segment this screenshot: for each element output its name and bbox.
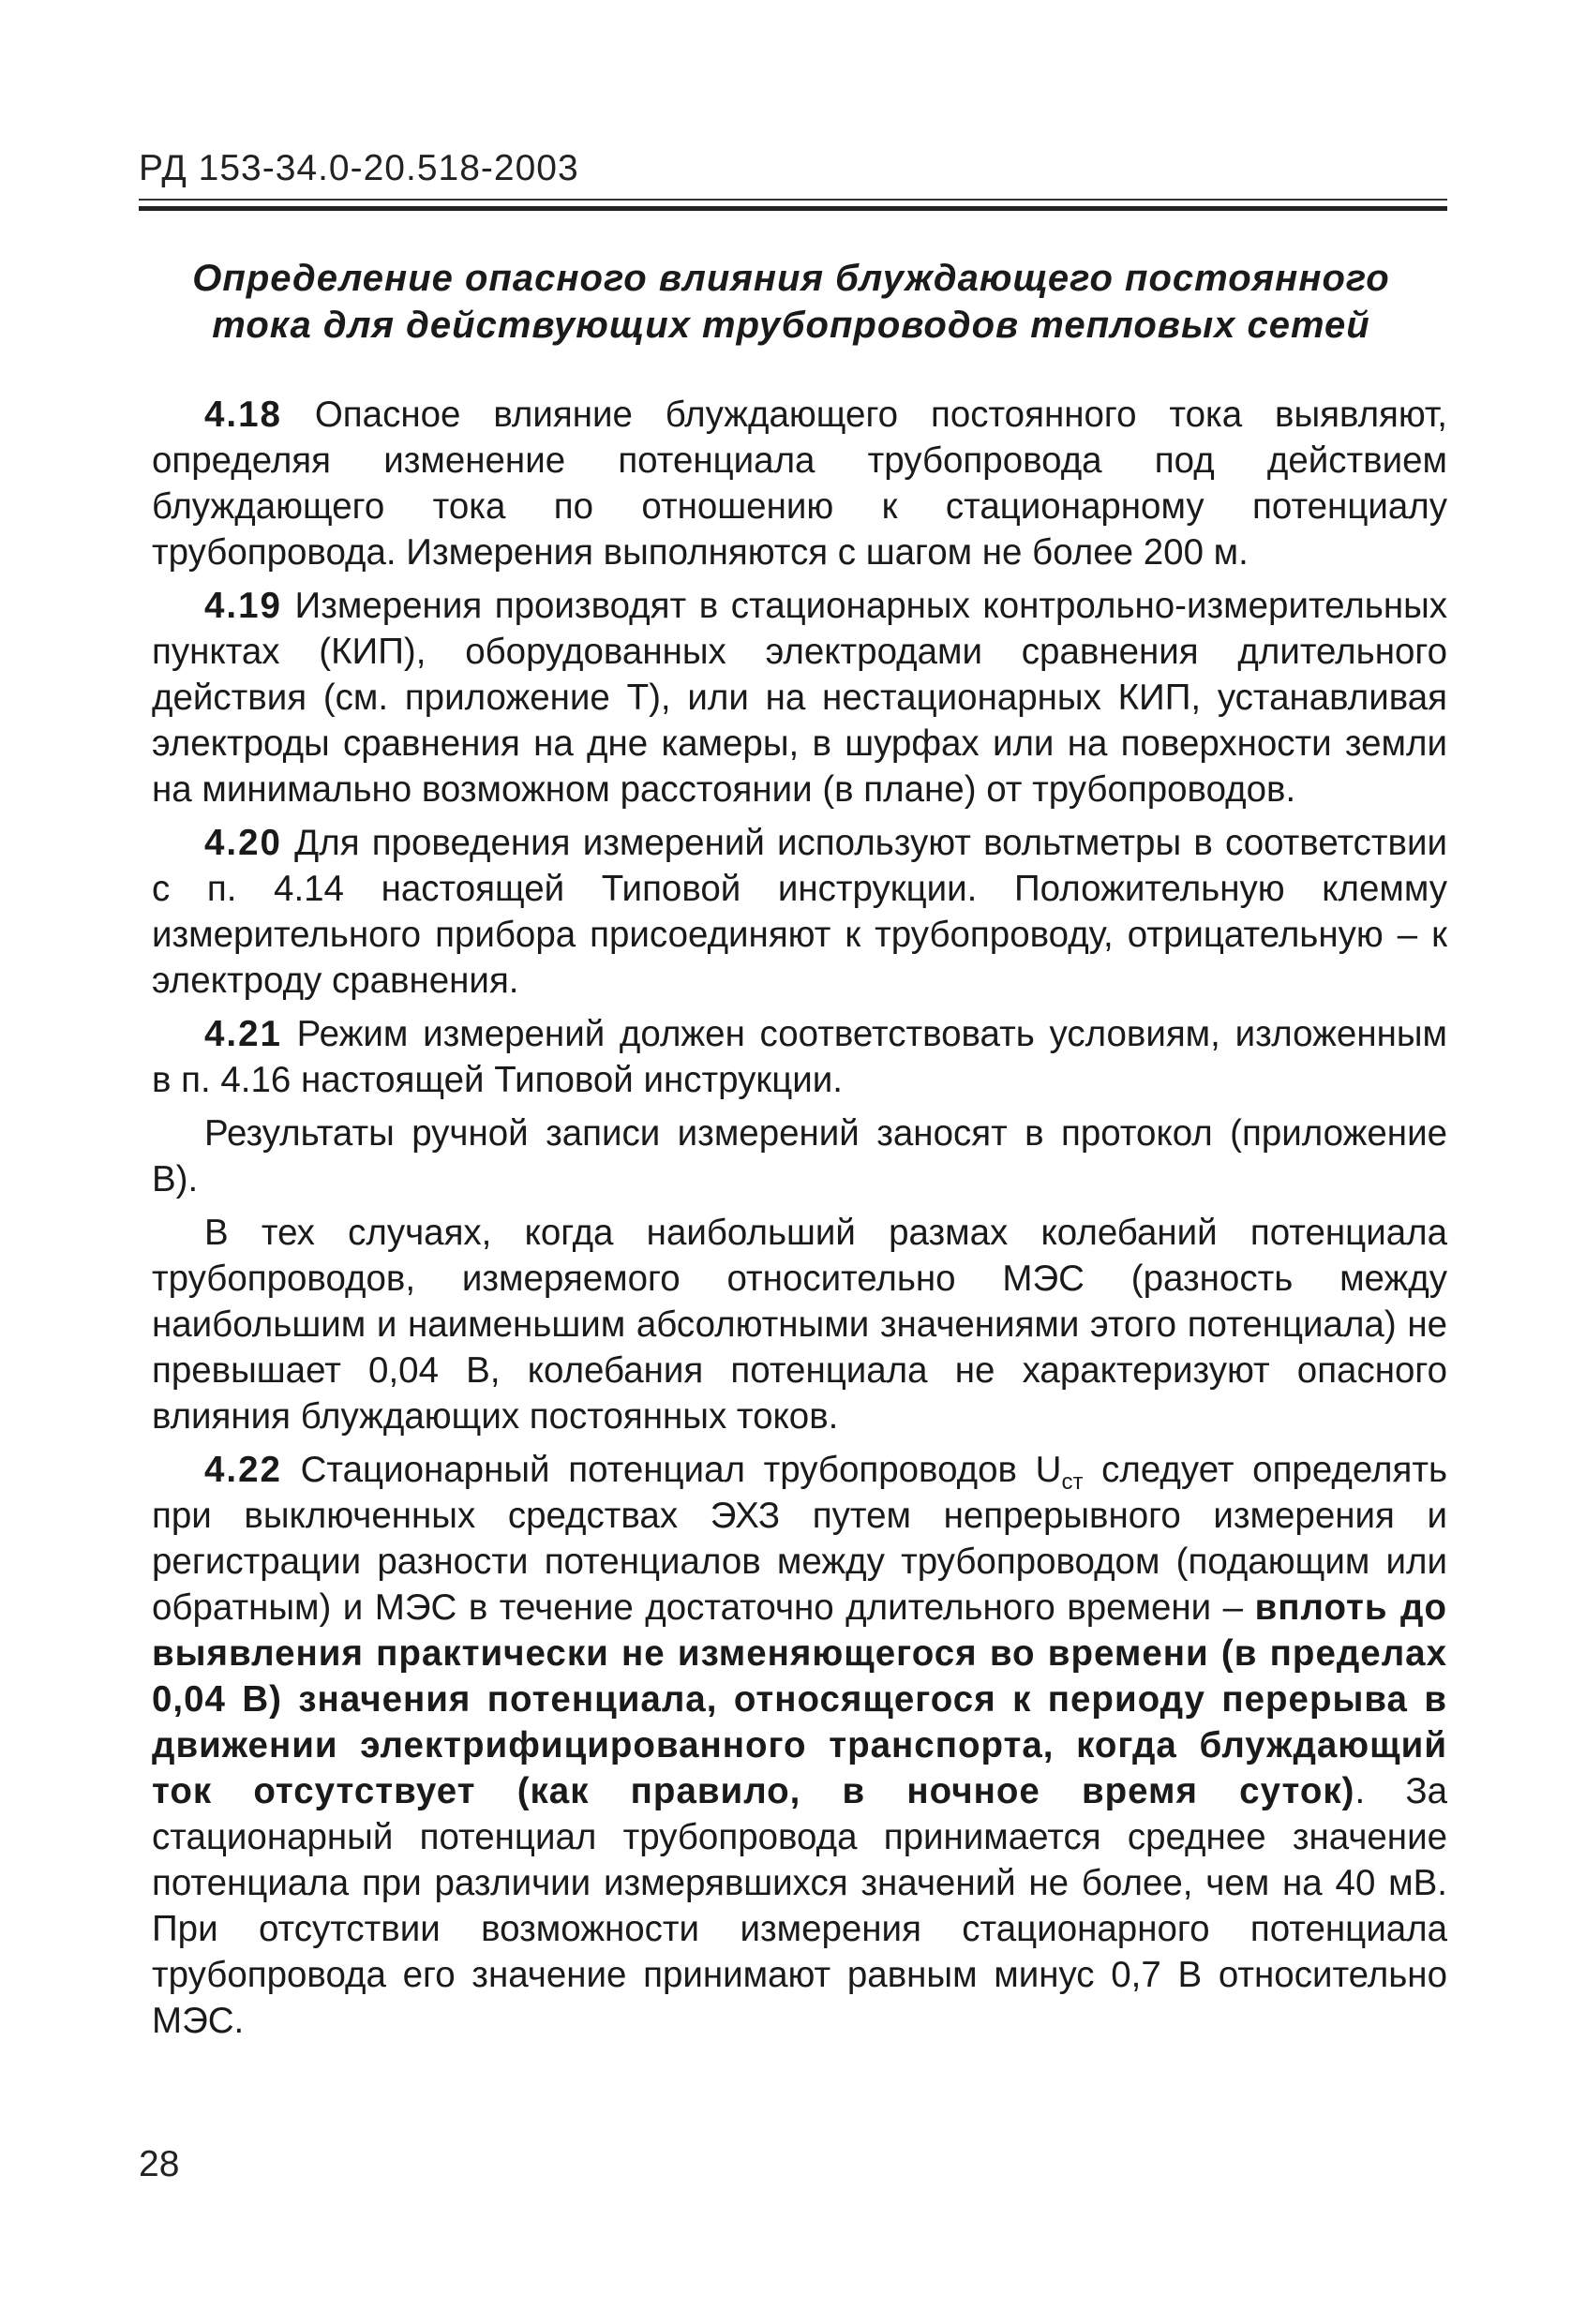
paragraph-text: следует определять при выключенных средствах ЭХЗ путем непрерывного измерения и регистрации разности потенциалов между трубопроводом (подающим или обратным) и МЭС в течение достаточно длительного времени – xyxy=(152,1450,1448,1628)
paragraph-protocol xyxy=(152,1110,1447,1202)
paragraph-text: Стационарный потенциал трубопроводов U xyxy=(300,1450,1062,1490)
clause-number: 4.21 xyxy=(204,1014,282,1054)
section-title xyxy=(139,255,1444,349)
paragraph-4-20 xyxy=(152,820,1447,1004)
paragraph-text: Результаты ручной записи измерений заносят в протокол (приложение В). xyxy=(152,1113,1447,1199)
paragraph-text: В тех случаях, когда наибольший размах колебаний потенциала трубопроводов, измеряемого относительно МЭС (разность между наибольшим и наименьшим абсолютными значениями этого потенциала) не превышает 0,04 В, колебания потенциала не характеризуют опасного влияния блуждающих постоянных токов. xyxy=(152,1213,1447,1437)
subscript-st: ст xyxy=(1061,1469,1084,1495)
paragraph-text: . За стационарный потенциал трубопровода принимается среднее значение потенциала при различии измерявшихся значений не более, чем на 40 мВ. При отсутствии возможности измерения стационарного потенциала трубопровода его значение принимают равным минус 0,7 В относительно МЭС. xyxy=(152,1771,1447,2041)
paragraph-4-19 xyxy=(152,583,1447,812)
paragraph-4-21 xyxy=(152,1011,1447,1103)
clause-number: 4.22 xyxy=(204,1450,282,1490)
header-rule-thick xyxy=(139,206,1447,211)
paragraph-text: Режим измерений должен соответствовать условиям, изложенным в п. 4.16 настоящей Типовой инструкции. xyxy=(152,1014,1447,1100)
document-code-header: РД 153-34.0-20.518-2003 xyxy=(139,148,579,188)
body-text xyxy=(152,392,1447,2051)
section-title-line-1: Определение опасного влияния блуждающего постоянного xyxy=(192,258,1390,299)
clause-number: 4.19 xyxy=(204,586,282,626)
paragraph-text: Опасное влияние блуждающего постоянного тока выявляют, определяя изменение потенциала трубопровода под действием блуждающего тока по отношению к стационарному потенциалу трубопровода. Измерения выполняются с шагом не более 200 м. xyxy=(152,395,1447,573)
paragraph-4-18 xyxy=(152,392,1447,575)
paragraph-text: Измерения производят в стационарных контрольно-измерительных пунктах (КИП), оборудованных электродами сравнения длительного действия (см. приложение Т), или на нестационарных КИП, устанавливая электроды сравнения на дне камеры, в шурфах или на поверхности земли на минимально возможном расстоянии (в плане) от трубопроводов. xyxy=(152,586,1448,810)
paragraph-fluctuation xyxy=(152,1210,1447,1439)
header-rule-thin xyxy=(139,199,1447,201)
page-number: 28 xyxy=(139,2144,180,2184)
paragraph-text: Для проведения измерений используют вольтметры в соответствии с п. 4.14 настоящей Типовой инструкции. Положительную клемму измерительного прибора присоединяют к трубопроводу, отрицательную – к электроду сравнения. xyxy=(152,823,1448,1001)
emphasized-text: вплоть до выявления практически не изменяющегося во времени (в пределах 0,04 В) значения потенциала, относящегося к периоду перерыва в движении электрифицированного транспорта, когда блуждающий ток отсутствует (как правило, в ночное время суток) xyxy=(152,1587,1448,1811)
section-title-line-2: тока для действующих трубопроводов тепловых сетей xyxy=(212,305,1370,346)
clause-number: 4.18 xyxy=(204,395,282,435)
paragraph-4-22 xyxy=(152,1447,1447,2044)
clause-number: 4.20 xyxy=(204,823,282,863)
